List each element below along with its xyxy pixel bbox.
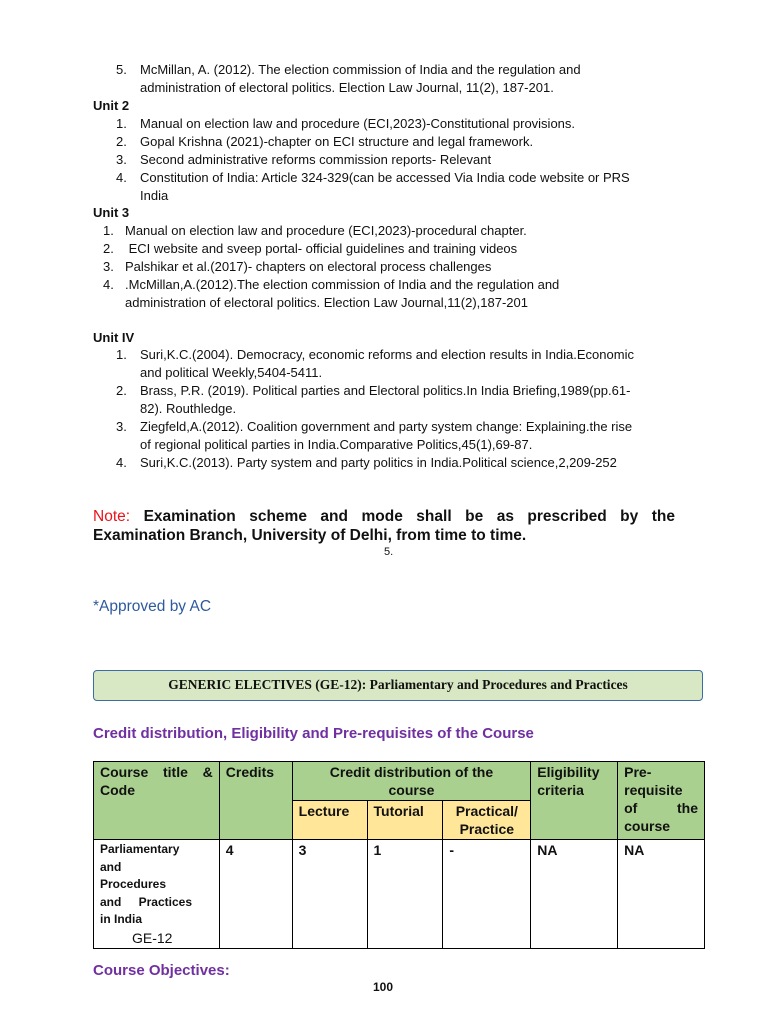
header-tutorial: Tutorial: [367, 801, 443, 840]
unit-4-list: [116, 346, 681, 472]
header-lecture: Lecture: [292, 801, 367, 840]
eligibility-cell: NA: [531, 840, 618, 949]
list-item: 1. Manual on election law and procedure (ECI,2023)-Constitutional provisions.: [116, 116, 576, 131]
unit-3-heading: Unit 3: [93, 205, 130, 220]
practical-cell: -: [443, 840, 531, 949]
unit-2-list: [116, 115, 676, 205]
list-item: 1. Suri,K.C.(2004). Democracy, economic reforms and election results in India.Economic and political Weekly,5404-5411.: [116, 347, 634, 380]
unit-2-heading: Unit 2: [93, 98, 130, 113]
course-code: GE-12: [132, 929, 173, 946]
reference-item: [116, 61, 127, 79]
page-marker: 5.: [384, 546, 394, 558]
reference-text: McMillan, A. (2012). The election commission of India and the regulation and administration of electoral politics. Election Law Journal, 11(2), 187-201.: [140, 62, 581, 95]
table-row: [94, 840, 705, 949]
ge-title: GENERIC ELECTIVES (GE-12): Parliamentary and Procedures and Practices: [168, 677, 628, 692]
unit-3-list: [103, 222, 683, 312]
approved-note: *Approved by AC: [93, 598, 212, 615]
list-item: 4. .McMillan,A.(2012).The election commission of India and the regulation and administration of electoral politics. Election Law Journal,11(2),187-201: [103, 277, 560, 310]
list-item: 4. Constitution of India: Article 324-329(can be accessed Via India code website or PRS India: [116, 170, 630, 203]
list-item: 2. Brass, P.R. (2019). Political parties and Electoral politics.In India Briefing,1989(pp.61- 82). Routhledge.: [116, 383, 631, 416]
header-prerequisite: Pre- requisite of the course: [618, 762, 705, 840]
note-label: Note:: [93, 508, 131, 525]
course-title-cell: Parliamentary and Procedures and Practices in India GE-12: [94, 840, 220, 949]
list-item: 1. Manual on election law and procedure (ECI,2023)-procedural chapter.: [103, 223, 527, 238]
header-practical: Practical/ Practice: [443, 801, 531, 840]
header-eligibility: Eligibility criteria: [531, 762, 618, 840]
prerequisite-cell: NA: [618, 840, 705, 949]
lecture-cell: 3: [292, 840, 367, 949]
course-objectives-heading: Course Objectives:: [93, 962, 230, 979]
list-item: 2. ECI website and sveep portal- official guidelines and training videos: [103, 241, 518, 256]
exam-note: [93, 507, 675, 545]
header-credit-distribution: Credit distribution of the course: [292, 762, 531, 801]
credits-cell: 4: [219, 840, 292, 949]
list-item: 3. Ziegfeld,A.(2012). Coalition government and party system change: Explaining.the rise of regional political parties in India.Comparative Politics,45(1),69-87.: [116, 419, 633, 452]
list-item: 3. Palshikar et al.(2017)- chapters on electoral process challenges: [103, 259, 492, 274]
note-line-2: Examination Branch, University of Delhi, from time to time.: [93, 527, 527, 544]
unit-4-heading: Unit IV: [93, 330, 135, 345]
header-credits: Credits: [219, 762, 292, 840]
page-number: 100: [373, 980, 394, 994]
item-number: 5.: [116, 62, 127, 77]
list-item: 3. Second administrative reforms commission reports- Relevant: [116, 152, 492, 167]
credit-table: [93, 761, 705, 949]
list-item: 4. Suri,K.C.(2013). Party system and party politics in India.Political science,2,209-252: [116, 455, 617, 470]
header-course-title: Course title & Code: [94, 762, 220, 840]
credit-distribution-heading: Credit distribution, Eligibility and Pre-requisites of the Course: [93, 725, 534, 742]
ge-title-box: [93, 670, 703, 701]
note-line-1: Note: Examination scheme and mode shall be as prescribed by the: [93, 508, 675, 525]
tutorial-cell: 1: [367, 840, 443, 949]
list-item: 2. Gopal Krishna (2021)-chapter on ECI structure and legal framework.: [116, 134, 534, 149]
